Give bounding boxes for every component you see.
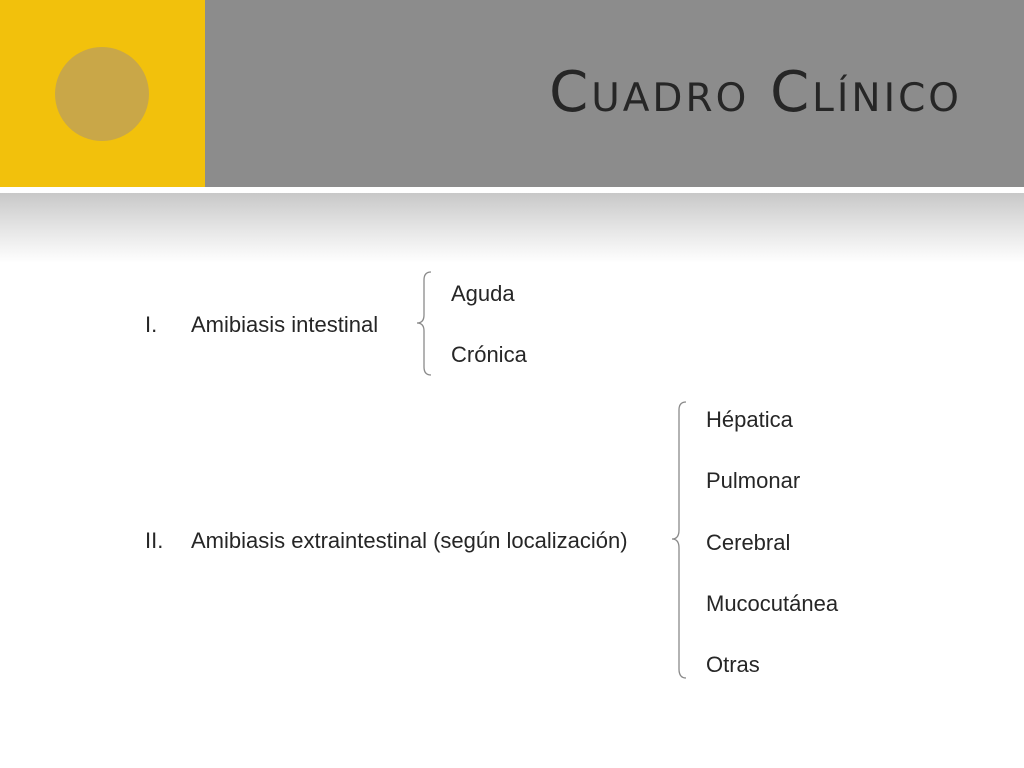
header-shadow (0, 193, 1024, 263)
sub-item: Cerebral (706, 530, 791, 555)
curly-brace (665, 400, 695, 684)
item-numeral: I. (145, 312, 158, 337)
decorative-circle (55, 47, 149, 141)
sub-item: Otras (706, 652, 760, 677)
item-label: Amibiasis extraintestinal (según localización) (191, 528, 628, 553)
item-numeral: II. (145, 528, 164, 553)
sub-item: Mucocutánea (706, 591, 839, 616)
slide-title: Cuadro Clínico (549, 60, 962, 125)
sub-item: Hépatica (706, 407, 793, 432)
curly-brace (410, 270, 440, 380)
sub-item: Crónica (451, 342, 527, 367)
sub-item: Pulmonar (706, 468, 801, 493)
sub-item: Aguda (451, 281, 515, 306)
item-label: Amibiasis intestinal (191, 312, 379, 337)
